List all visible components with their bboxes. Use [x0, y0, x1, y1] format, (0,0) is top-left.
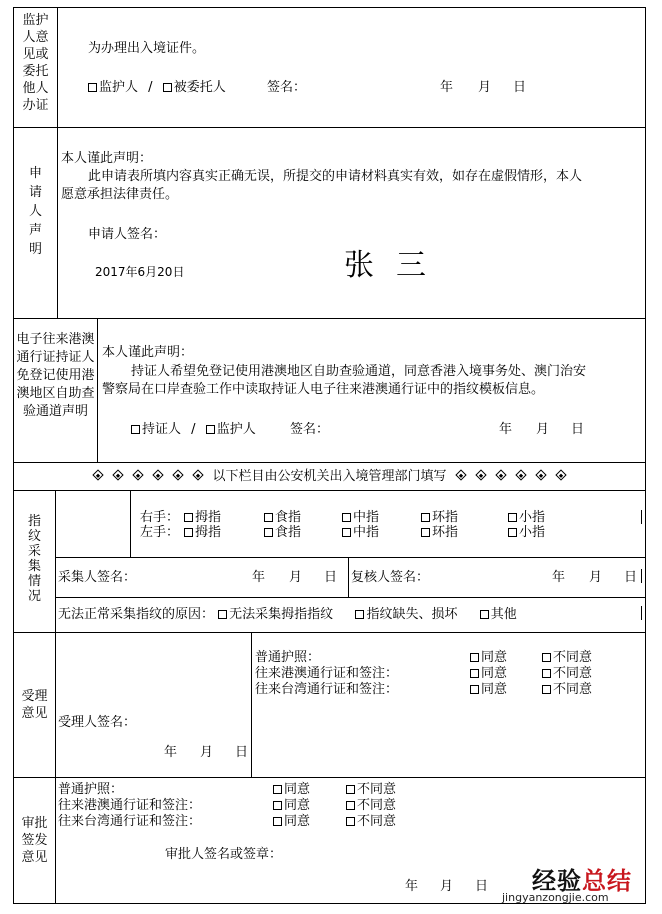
- applicant-label: [15, 164, 56, 259]
- right-hand-label: 右手：: [140, 510, 180, 525]
- agree-checkbox[interactable]: [273, 817, 282, 826]
- agree-label: 同意: [481, 650, 508, 665]
- row-divider: [13, 318, 646, 319]
- finger-label: 中指: [353, 525, 380, 540]
- top-border: [13, 7, 646, 8]
- edge-mark: [641, 510, 642, 524]
- guardian-label: [15, 12, 56, 114]
- label-column-line: [55, 777, 56, 903]
- label-column-line: [57, 7, 58, 318]
- agree-option: [470, 650, 507, 666]
- finger-label: 环指: [432, 510, 459, 525]
- inner-column-line: [251, 632, 252, 777]
- guardian-day: 日: [513, 80, 527, 95]
- finger-label: 中指: [353, 510, 380, 525]
- applicant-intro: 本人谨此声明：: [61, 151, 153, 166]
- reason-option: 指纹缺失、损坏: [366, 607, 458, 622]
- disagree-label: 不同意: [357, 782, 397, 797]
- reviewer-sign-label: 复核人签名：: [351, 570, 430, 585]
- row-divider: [13, 632, 646, 633]
- left-finger-option: [508, 525, 545, 541]
- disagree-option: [542, 666, 592, 682]
- approval-label-text: 审批签发意见: [21, 816, 48, 865]
- finger-checkbox[interactable]: [421, 528, 430, 537]
- disagree-option: [346, 798, 396, 814]
- row-divider: [13, 462, 646, 463]
- approval-sign-label: 审批人签名或签章：: [165, 847, 283, 862]
- diamond-icon: [495, 469, 506, 480]
- acceptance-label: [15, 688, 54, 722]
- disagree-option: [542, 682, 592, 698]
- approval-label: [15, 815, 54, 866]
- guardian-option-label: 监护人: [99, 80, 139, 95]
- label-column-line: [97, 318, 98, 462]
- right-finger-option: [508, 510, 545, 526]
- reviewer-day: 日: [624, 570, 638, 585]
- e-pass-month: 月: [536, 422, 550, 437]
- watermark-brand-text: 经验总结: [532, 867, 632, 895]
- finger-checkbox[interactable]: [508, 528, 517, 537]
- agree-label: 同意: [284, 814, 311, 829]
- diamond-icon: [515, 469, 526, 480]
- diamond-icon: [535, 469, 546, 480]
- e-pass-statement-line1: 持证人希望免登记使用港澳地区自助查验通道，同意香港入境事务处、澳门治安: [131, 364, 587, 379]
- diamond-icon: [93, 469, 104, 480]
- agree-option: [470, 666, 507, 682]
- guardian-sign-label: 签名：: [267, 80, 307, 95]
- agree-label: 同意: [284, 798, 311, 813]
- disagree-label: 不同意: [553, 666, 593, 681]
- finger-label: 食指: [275, 510, 302, 525]
- acceptance-label-text: 受理意见: [21, 689, 48, 721]
- e-pass-options: [131, 422, 256, 438]
- reason-checkbox[interactable]: [218, 610, 227, 619]
- holder-option-label: 持证人: [142, 422, 182, 437]
- left-border: [13, 7, 14, 903]
- reason-checkbox[interactable]: [480, 610, 489, 619]
- guardian-options: [88, 80, 226, 96]
- agree-option: [273, 814, 310, 830]
- disagree-option: [542, 650, 592, 666]
- disagree-checkbox[interactable]: [542, 685, 551, 694]
- diamond-icon: [555, 469, 566, 480]
- reviewer-year: 年: [552, 570, 566, 585]
- edge-mark: [641, 606, 642, 620]
- diamond-icon: [475, 469, 486, 480]
- finger-checkbox[interactable]: [508, 513, 517, 522]
- disagree-checkbox[interactable]: [346, 785, 355, 794]
- right-finger-option: [421, 510, 458, 526]
- guardian-label-text: 监护人意见或委托他人办证: [22, 13, 49, 113]
- diamond-icon: [113, 469, 124, 480]
- agree-checkbox[interactable]: [470, 653, 479, 662]
- disagree-option: [346, 814, 396, 830]
- right-finger-option: [184, 510, 221, 526]
- disagree-label: 不同意: [357, 814, 397, 829]
- finger-label: 小指: [519, 510, 546, 525]
- finger-checkbox[interactable]: [184, 513, 193, 522]
- finger-label: 小指: [519, 525, 546, 540]
- agree-checkbox[interactable]: [273, 785, 282, 794]
- official-banner: [14, 469, 645, 485]
- reason-option: 其他: [490, 607, 517, 622]
- watermark-url: jingyanzongjie.com: [502, 891, 609, 904]
- disagree-checkbox[interactable]: [542, 653, 551, 662]
- finger-checkbox[interactable]: [421, 513, 430, 522]
- diamond-icon: [153, 469, 164, 480]
- holder-checkbox[interactable]: [131, 425, 140, 434]
- agree-option: [273, 782, 310, 798]
- e-pass-year: 年: [499, 422, 513, 437]
- acceptance-sign-label: 受理人签名：: [58, 715, 137, 730]
- disagree-option: [346, 782, 396, 798]
- agree-label: 同意: [481, 666, 508, 681]
- entrusted-checkbox[interactable]: [163, 83, 172, 92]
- separator: /: [191, 422, 196, 437]
- disagree-checkbox[interactable]: [346, 817, 355, 826]
- e-pass-statement-line2: 警察局在口岸查验工作中读取持证人电子往来港澳通行证中的指纹模板信息。: [102, 382, 545, 397]
- inner-column-line: [130, 490, 131, 557]
- acceptance-day: 日: [235, 745, 249, 760]
- e-pass-label-text: 电子往来港澳通行证持证人免登记使用港澳地区自助查验通道声明: [16, 332, 95, 419]
- fingerprint-label: [15, 514, 54, 604]
- left-finger-option: [421, 525, 458, 541]
- row-divider: [13, 490, 646, 491]
- left-finger-option: [184, 525, 221, 541]
- approval-year: 年: [405, 879, 419, 894]
- disagree-label: 不同意: [357, 798, 397, 813]
- finger-label: 拇指: [195, 510, 222, 525]
- separator: /: [148, 80, 153, 95]
- agree-checkbox[interactable]: [470, 669, 479, 678]
- agree-label: 同意: [481, 682, 508, 697]
- finger-checkbox[interactable]: [342, 513, 351, 522]
- item-label: 往来台湾通行证和签注：: [58, 814, 202, 829]
- diamond-icon: [455, 469, 466, 480]
- guardian-checkbox[interactable]: [88, 83, 97, 92]
- inner-column-line: [348, 557, 349, 597]
- finger-label: 食指: [275, 525, 302, 540]
- e-pass-guardian-option-label: 监护人: [216, 422, 256, 437]
- left-finger-option: [342, 525, 379, 541]
- inner-divider: [55, 597, 646, 598]
- guardian-purpose: 为办理出入境证件。: [88, 41, 206, 56]
- reason-option: 无法采集拇指指纹: [229, 607, 334, 622]
- right-border: [645, 7, 646, 903]
- right-finger-option: [342, 510, 379, 526]
- finger-checkbox[interactable]: [184, 528, 193, 537]
- fingerprint-label-text: 指纹采集情况: [27, 514, 41, 604]
- item-label: 普通护照：: [255, 650, 321, 665]
- acceptance-month: 月: [200, 745, 214, 760]
- collector-month: 月: [289, 570, 303, 585]
- agree-label: 同意: [284, 782, 311, 797]
- edge-mark: [641, 569, 642, 583]
- left-hand-label: 左手：: [140, 525, 180, 540]
- guardian-month: 月: [478, 80, 492, 95]
- approval-month: 月: [440, 879, 454, 894]
- collector-day: 日: [324, 570, 338, 585]
- disagree-checkbox[interactable]: [542, 669, 551, 678]
- item-label: 往来台湾通行证和签注：: [255, 682, 399, 697]
- applicant-sign-label: 申请人签名：: [88, 227, 167, 242]
- item-label: 往来港澳通行证和签注：: [58, 798, 202, 813]
- finger-checkbox[interactable]: [264, 528, 273, 537]
- collector-year: 年: [252, 570, 266, 585]
- guardian-year: 年: [440, 80, 454, 95]
- finger-checkbox[interactable]: [264, 513, 273, 522]
- e-pass-sign-label: 签名：: [290, 422, 330, 437]
- applicant-signature: 张三: [344, 248, 448, 283]
- applicant-label-text: 申请人声明: [28, 166, 42, 257]
- finger-label: 拇指: [195, 525, 222, 540]
- applicant-statement-line1: 此申请表所填内容真实正确无误，所提交的申请材料真实有效，如存在虚假情形，本人: [88, 169, 583, 184]
- reason-row: [58, 607, 517, 623]
- left-finger-option: [264, 525, 301, 541]
- row-divider: [13, 777, 646, 778]
- approval-day: 日: [475, 879, 489, 894]
- reason-label: 无法正常采集指纹的原因：: [58, 607, 215, 622]
- agree-checkbox[interactable]: [273, 801, 282, 810]
- diamond-icon: [193, 469, 204, 480]
- e-pass-label: [15, 331, 96, 421]
- e-pass-day: 日: [571, 422, 585, 437]
- diamond-icon: [133, 469, 144, 480]
- collector-sign-label: 采集人签名：: [58, 570, 137, 585]
- item-label: 普通护照：: [58, 782, 124, 797]
- inner-divider: [55, 557, 646, 558]
- disagree-label: 不同意: [553, 682, 593, 697]
- official-banner-text: 以下栏目由公安机关出入境管理部门填写: [212, 469, 447, 484]
- row-divider: [13, 127, 646, 128]
- agree-option: [470, 682, 507, 698]
- reviewer-month: 月: [589, 570, 603, 585]
- e-pass-intro: 本人谨此声明：: [102, 345, 194, 360]
- label-column-line: [55, 490, 56, 777]
- applicant-statement-line2: 愿意承担法律责任。: [61, 187, 179, 202]
- finger-checkbox[interactable]: [342, 528, 351, 537]
- agree-checkbox[interactable]: [470, 685, 479, 694]
- finger-label: 环指: [432, 525, 459, 540]
- entrusted-option-label: 被委托人: [173, 80, 226, 95]
- e-pass-guardian-checkbox[interactable]: [206, 425, 215, 434]
- disagree-label: 不同意: [553, 650, 593, 665]
- agree-option: [273, 798, 310, 814]
- acceptance-year: 年: [164, 745, 178, 760]
- diamond-icon: [173, 469, 184, 480]
- disagree-checkbox[interactable]: [346, 801, 355, 810]
- item-label: 往来港澳通行证和签注：: [255, 666, 399, 681]
- right-finger-option: [264, 510, 301, 526]
- reason-checkbox[interactable]: [355, 610, 364, 619]
- applicant-date: 2017年6月20日: [95, 265, 185, 279]
